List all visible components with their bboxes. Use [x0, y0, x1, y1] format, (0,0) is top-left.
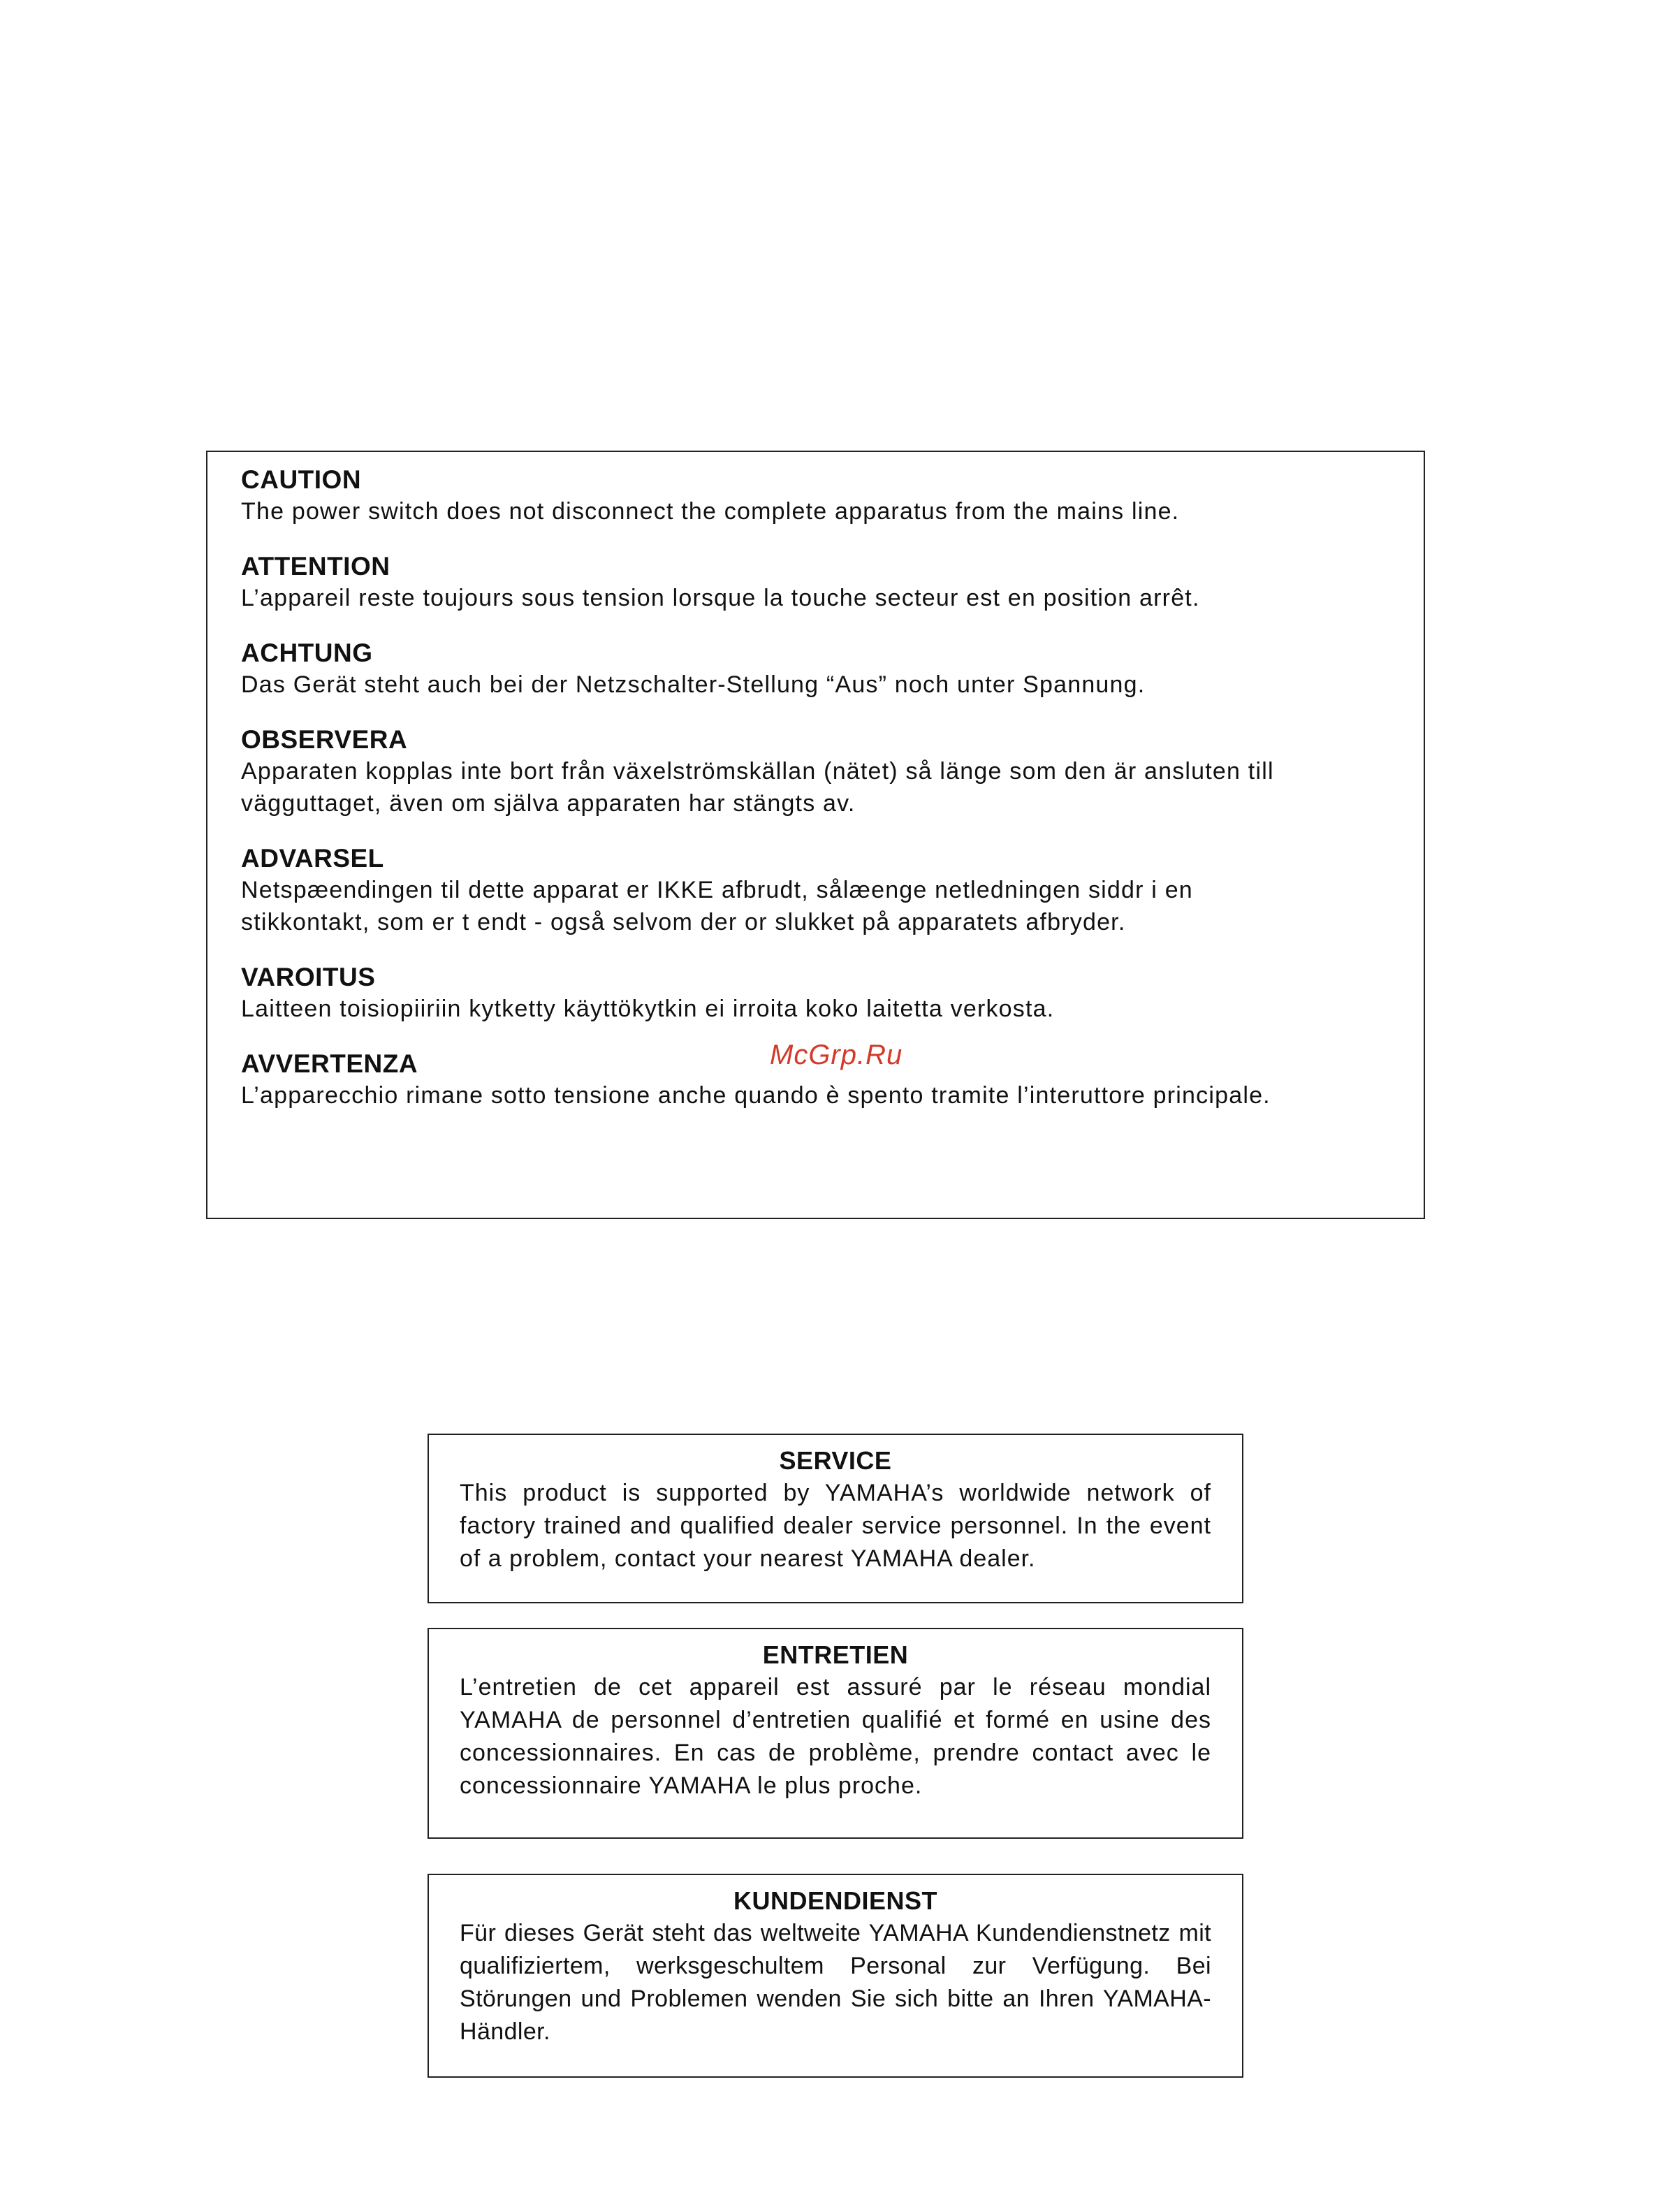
warning-heading: VAROITUS [241, 963, 376, 991]
warning-heading: CAUTION [241, 465, 362, 494]
warning-heading: ACHTUNG [241, 639, 373, 667]
watermark: McGrp.Ru [770, 1040, 903, 1070]
warning-text: L’appareil reste toujours sous tension lorsque la touche secteur est en position arrêt. [241, 585, 1200, 611]
warning-caution [241, 465, 1390, 527]
service-heading: SERVICE [779, 1446, 892, 1475]
service-box [428, 1434, 1243, 1603]
warning-observera [241, 724, 1390, 819]
entretien-box [428, 1628, 1243, 1839]
warning-heading: ADVARSEL [241, 844, 384, 873]
warning-varoitus [241, 962, 1390, 1025]
warning-text: Apparaten kopplas inte bort från växelströmskällan (nätet) så länge som den är ansluten till [241, 758, 1274, 785]
kundendienst-text: Für dieses Gerät steht das weltweite YAMAHA Kundendienstnetz mit qualifiziertem, werksgeschultem Personal zur Verfügung. Bei Störungen und Problemen wenden Sie sich bitte an Ihren YAMAHA-Händler. [460, 1920, 1211, 2045]
warning-text: Das Gerät steht auch bei der Netzschalter-Stellung “Aus” noch unter Spannung. [241, 671, 1146, 698]
kundendienst-box [428, 1874, 1243, 2078]
warning-advarsel [241, 843, 1390, 938]
warning-achtung [241, 638, 1390, 701]
warning-heading: ATTENTION [241, 552, 390, 581]
service-text: This product is supported by YAMAHA’s worldwide network of factory trained and qualified dealer service personnel. In the event of a problem, contact your nearest YAMAHA dealer. [460, 1480, 1211, 1572]
caution-box [206, 451, 1425, 1219]
warning-text: Laitteen toisiopiiriin kytketty käyttökytkin ei irroita koko laitetta verkosta. [241, 996, 1055, 1022]
warning-text: The power switch does not disconnect the complete apparatus from the mains line. [241, 498, 1180, 525]
kundendienst-heading: KUNDENDIENST [733, 1886, 937, 1915]
warning-heading: AVVERTENZA [241, 1049, 418, 1078]
warning-text: L’apparecchio rimane sotto tensione anche quando è spento tramite l’interuttore principale. [241, 1082, 1271, 1109]
warning-text: stikkontakt, som er t endt - også selvom der or slukket på apparatets afbryder. [241, 909, 1126, 935]
entretien-text: L’entretien de cet appareil est assuré par le réseau mondial YAMAHA de personnel d’entretien qualifié et formé en usine des concessionnaires. En cas de problème, prendre contact avec le concessionnaire YAMAHA le plus proche. [460, 1674, 1211, 1799]
warning-heading: OBSERVERA [241, 725, 408, 754]
warning-text: vägguttaget, även om själva apparaten har stängts av. [241, 790, 856, 817]
warning-text: Netspæendingen til dette apparat er IKKE afbrudt, sålæenge netledningen siddr i en [241, 877, 1193, 903]
entretien-heading: ENTRETIEN [762, 1640, 909, 1669]
warning-attention [241, 551, 1390, 614]
